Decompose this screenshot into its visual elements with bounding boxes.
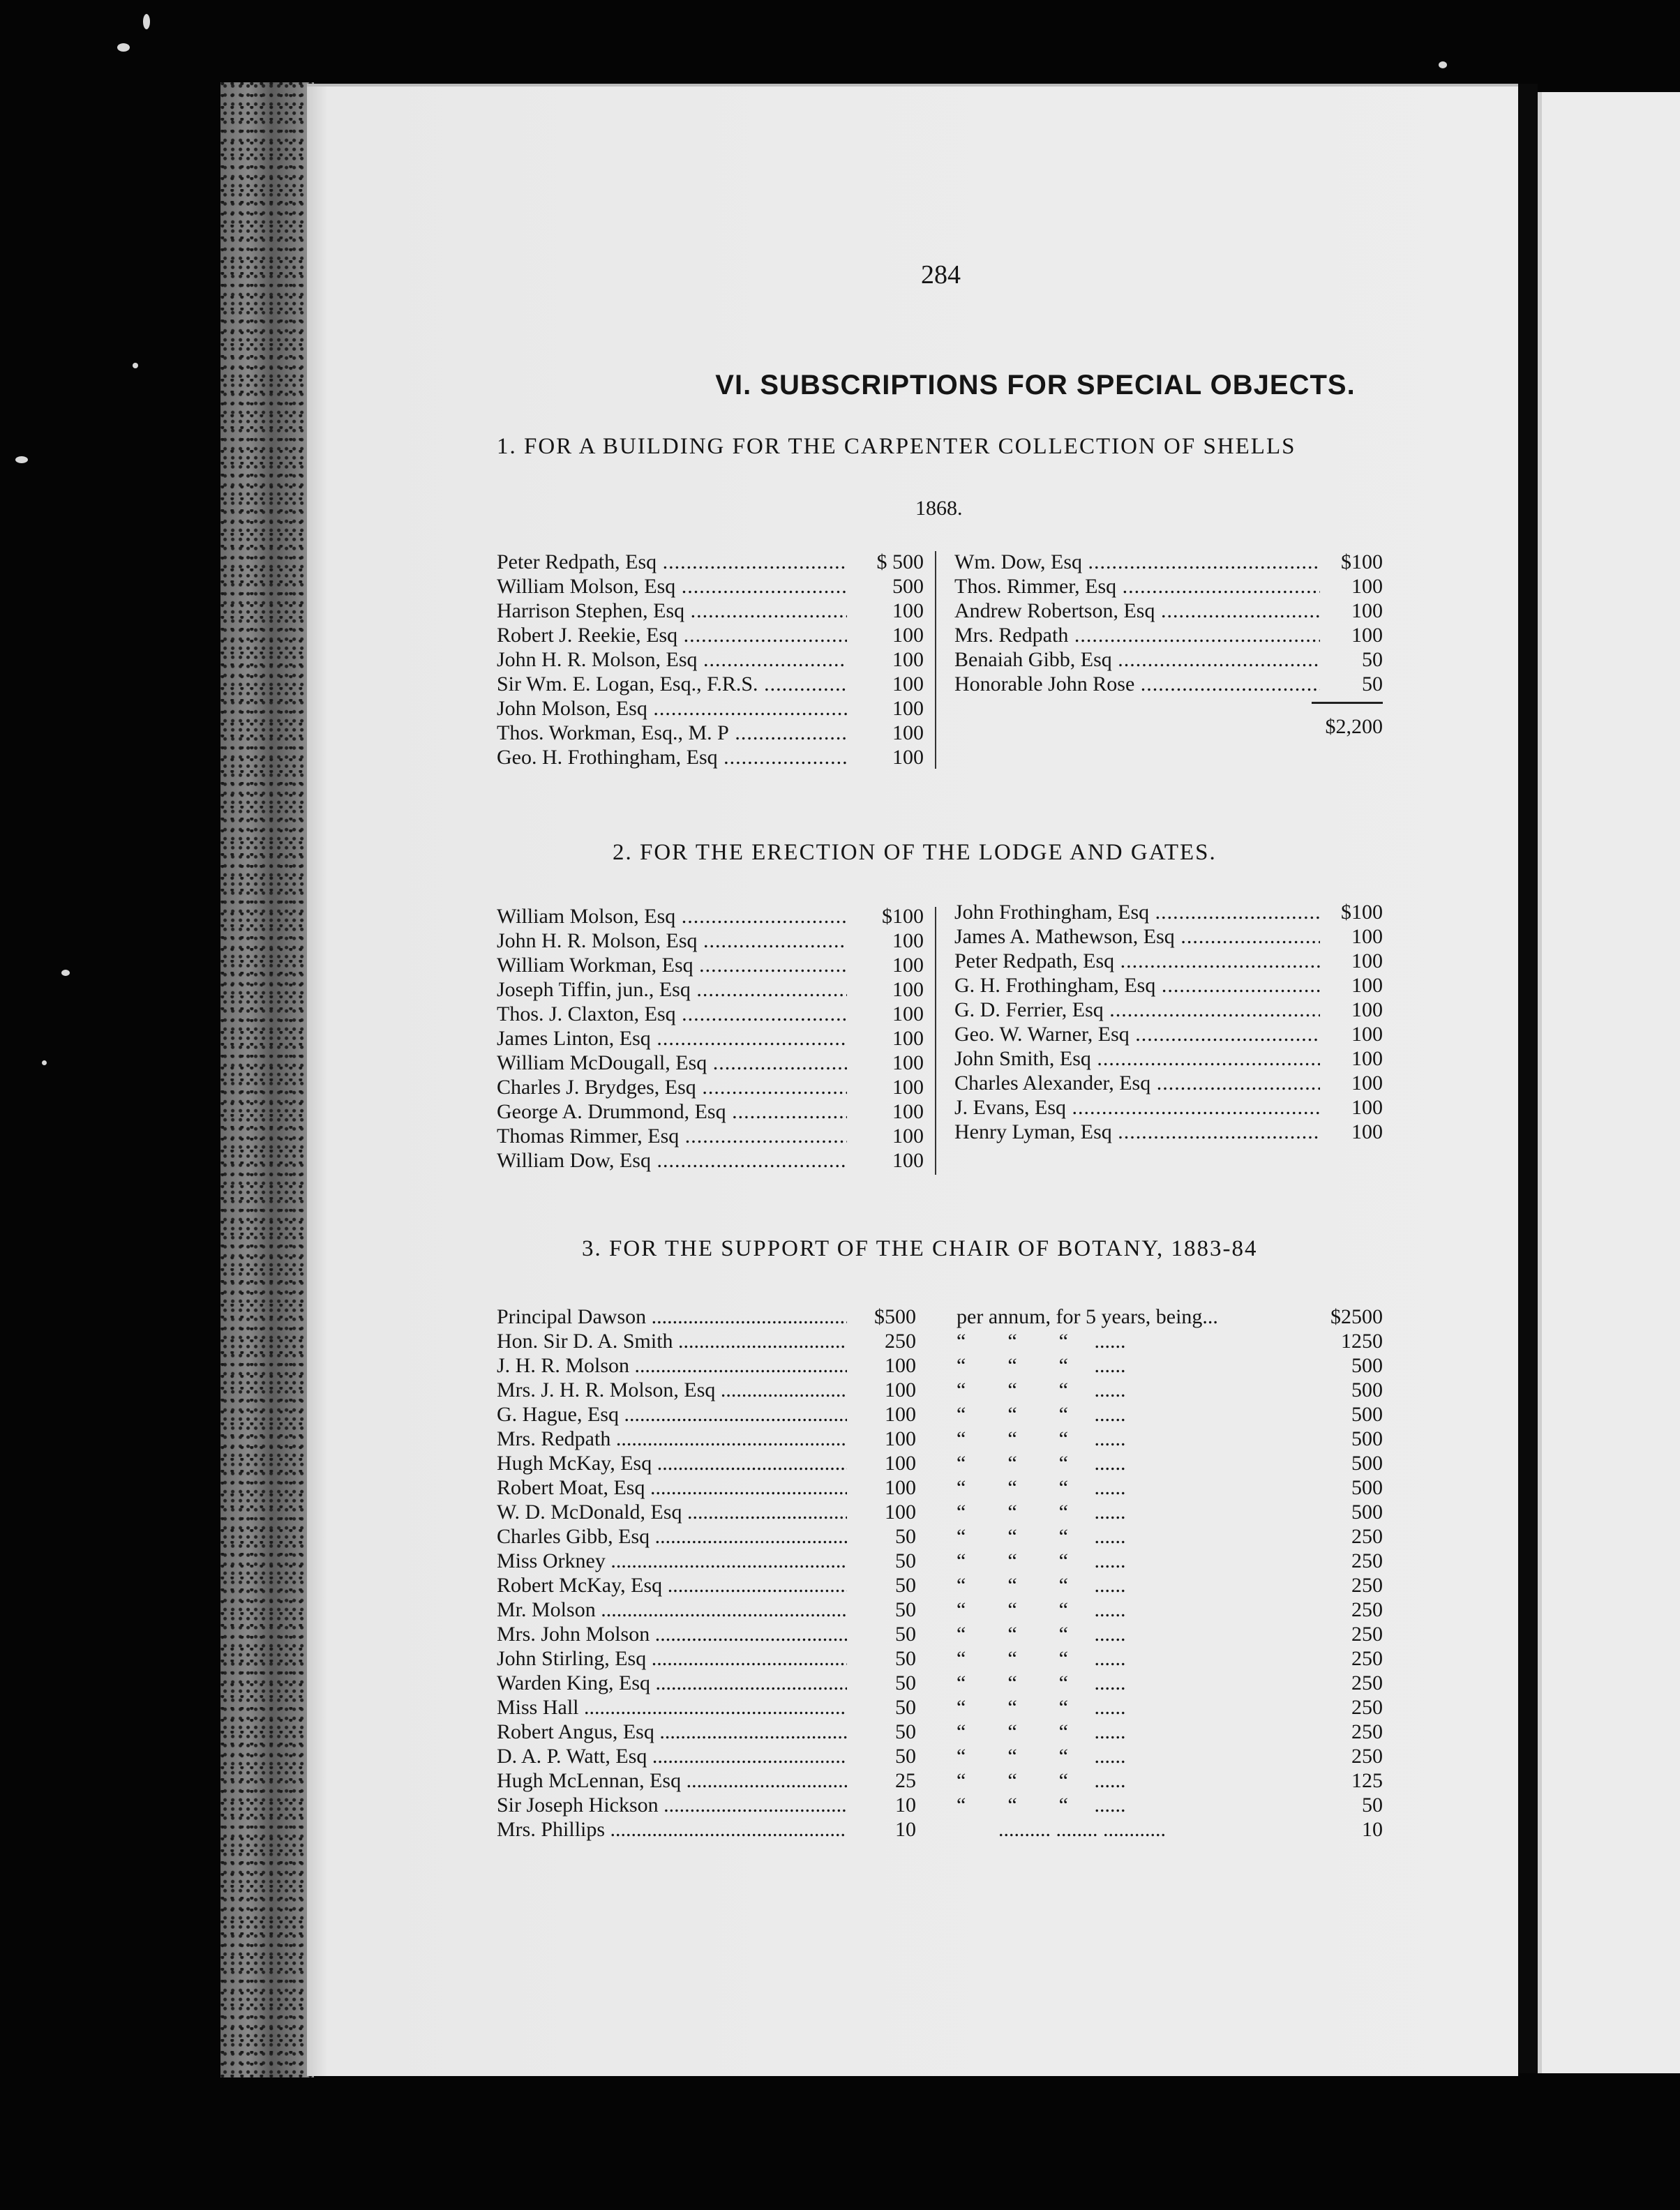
subscription-amount: 100: [1351, 1047, 1383, 1070]
section1-heading: 1. FOR A BUILDING FOR THE CARPENTER COLLECTION OF SHELLS: [497, 434, 1296, 459]
subscriber-name: Mrs. Redpath .....: [497, 1427, 847, 1451]
subscriber-name: G. Hague, Esq .....: [497, 1402, 847, 1427]
section3-table: [497, 1305, 1383, 1842]
subscriber-name: Benaiah Gibb, Esq .....: [954, 647, 1320, 672]
terms-note: “ “ “ ......: [957, 1745, 1126, 1768]
subscription-amount: 100: [892, 697, 924, 720]
total-amount: 250: [1351, 1574, 1383, 1597]
total-amount: 500: [1351, 1378, 1383, 1401]
table-row: [497, 1305, 1383, 1329]
subscription-amount: 100: [1351, 1023, 1383, 1046]
column-divider: [935, 907, 936, 1175]
total-amount: 500: [1351, 1403, 1383, 1426]
subscription-amount: 500: [892, 575, 924, 598]
subscriber-name: Honorable John Rose .....: [954, 672, 1320, 696]
subscriber-name: Mrs. John Molson .....: [497, 1622, 847, 1646]
subscription-amount: 100: [1351, 925, 1383, 948]
list-item: [497, 623, 924, 647]
dust-speck: [117, 43, 130, 52]
subscriber-name: J. H. R. Molson .....: [497, 1353, 847, 1378]
subscriber-name: Mrs. Redpath .....: [954, 623, 1320, 647]
dust-speck: [15, 456, 28, 463]
total-rule: [1312, 702, 1383, 704]
annual-amount: 50: [895, 1623, 917, 1646]
terms-note: “ “ “ ......: [957, 1330, 1126, 1353]
terms-note: “ “ “ ......: [957, 1403, 1126, 1426]
subscriber-name: John H. R. Molson, Esq .....: [497, 647, 847, 672]
annual-amount: 100: [885, 1427, 917, 1450]
subscriber-name: Thomas Rimmer, Esq .....: [497, 1124, 847, 1148]
list-item: [954, 1022, 1383, 1046]
list-item: [954, 949, 1383, 973]
subscription-amount: 100: [1351, 1120, 1383, 1143]
total-amount: 500: [1351, 1452, 1383, 1475]
list-item: [497, 1099, 924, 1124]
subscription-amount: 100: [892, 746, 924, 769]
table-row: [497, 1671, 1383, 1695]
table-row: [497, 1549, 1383, 1573]
subscriber-name: Mr. Molson .....: [497, 1598, 847, 1622]
table-row: [497, 1598, 1383, 1622]
subscriber-name: Geo. W. Warner, Esq .....: [954, 1022, 1320, 1046]
subscriber-name: Sir Joseph Hickson .....: [497, 1793, 847, 1817]
list-item: [497, 647, 924, 672]
annual-amount: 50: [895, 1696, 917, 1719]
subscriber-name: Charles Gibb, Esq .....: [497, 1524, 847, 1549]
subscriber-name: Henry Lyman, Esq .....: [954, 1120, 1320, 1144]
list-item: [497, 574, 924, 599]
list-item: [954, 599, 1383, 623]
annual-amount: 50: [895, 1525, 917, 1548]
table-row: [497, 1524, 1383, 1549]
dust-speck: [61, 970, 70, 976]
subscriber-name: Hugh McKay, Esq .....: [497, 1451, 847, 1475]
list-item: [497, 550, 924, 574]
annual-amount: 50: [895, 1745, 917, 1768]
subscriber-name: Thos. Rimmer, Esq .....: [954, 574, 1320, 599]
subscriber-name: J. Evans, Esq .....: [954, 1095, 1320, 1120]
annual-amount: 50: [895, 1647, 917, 1670]
subscriber-name: John Smith, Esq .....: [954, 1046, 1320, 1071]
table-row: [497, 1500, 1383, 1524]
list-item: [497, 929, 924, 953]
subscription-amount: 100: [892, 954, 924, 977]
section2-right-list: [954, 900, 1383, 1144]
table-row: [497, 1427, 1383, 1451]
subscriber-name: Wm. Dow, Esq .....: [954, 550, 1320, 574]
terms-note: “ “ “ ......: [957, 1574, 1126, 1597]
subscriber-name: John Stirling, Esq .....: [497, 1646, 847, 1671]
table-row: [497, 1768, 1383, 1793]
annual-amount: 50: [895, 1574, 917, 1597]
list-item: [497, 696, 924, 721]
subscription-amount: 50: [1362, 672, 1383, 696]
table-row: [497, 1402, 1383, 1427]
subscriber-name: Robert J. Reekie, Esq .....: [497, 623, 847, 647]
list-item: [954, 1120, 1383, 1144]
list-item: [497, 721, 924, 745]
subscriber-name: William Molson, Esq .....: [497, 574, 847, 599]
terms-note: “ “ “ ......: [957, 1549, 1126, 1572]
section2-heading: 2. FOR THE ERECTION OF THE LODGE AND GATES.: [613, 840, 1217, 865]
subscriber-name: Miss Orkney .....: [497, 1549, 847, 1573]
subscriber-name: George A. Drummond, Esq .....: [497, 1099, 847, 1124]
terms-note: “ “ “ ......: [957, 1794, 1126, 1817]
subscriber-name: D. A. P. Watt, Esq .....: [497, 1744, 847, 1768]
table-row: [497, 1451, 1383, 1475]
subscriber-name: John Frothingham, Esq .....: [954, 900, 1320, 924]
table-row: [497, 1744, 1383, 1768]
total-amount: 50: [1362, 1794, 1383, 1817]
table-row: [497, 1353, 1383, 1378]
subscriber-name: Thos. J. Claxton, Esq .....: [497, 1002, 847, 1026]
subscription-amount: 100: [892, 1051, 924, 1074]
subscription-amount: $100: [882, 905, 924, 928]
total-amount: 250: [1351, 1623, 1383, 1646]
annual-amount: 50: [895, 1549, 917, 1572]
annual-amount: 100: [885, 1403, 917, 1426]
subscriber-name: John Molson, Esq .....: [497, 696, 847, 721]
terms-note: “ “ “ ......: [957, 1501, 1126, 1524]
list-item: [954, 623, 1383, 647]
total-amount: 125: [1351, 1769, 1383, 1792]
dust-speck: [143, 14, 150, 29]
list-item: [497, 1124, 924, 1148]
subscriber-name: James A. Mathewson, Esq .....: [954, 924, 1320, 949]
section1-total: $2,200: [1325, 715, 1383, 738]
list-item: [497, 977, 924, 1002]
subscriber-name: Harrison Stephen, Esq .....: [497, 599, 847, 623]
total-amount: $2500: [1330, 1305, 1383, 1328]
terms-note: “ “ “ ......: [957, 1671, 1126, 1694]
terms-note: “ “ “ ......: [957, 1476, 1126, 1499]
total-amount: 250: [1351, 1598, 1383, 1621]
table-row: [497, 1378, 1383, 1402]
total-amount: 500: [1351, 1427, 1383, 1450]
section1-right-list: [954, 550, 1383, 696]
column-divider: [935, 551, 936, 769]
terms-note: “ “ “ ......: [957, 1696, 1126, 1719]
total-amount: 250: [1351, 1549, 1383, 1572]
subscription-amount: 100: [892, 721, 924, 744]
annual-amount: 10: [895, 1818, 917, 1841]
table-row: [497, 1329, 1383, 1353]
terms-note: “ “ “ ......: [957, 1647, 1126, 1670]
list-item: [954, 900, 1383, 924]
terms-note: .......... ........ ............: [957, 1818, 1167, 1841]
list-item: [954, 1095, 1383, 1120]
list-item: [497, 599, 924, 623]
list-item: [954, 1046, 1383, 1071]
subscription-amount: $100: [1341, 550, 1383, 573]
list-item: [954, 550, 1383, 574]
subscription-amount: 100: [892, 978, 924, 1001]
section3-heading: 3. FOR THE SUPPORT OF THE CHAIR OF BOTANY, 1883-84: [582, 1236, 1258, 1261]
subscriber-name: William Molson, Esq .....: [497, 904, 847, 929]
table-row: [497, 1695, 1383, 1720]
table-row: [497, 1817, 1383, 1842]
subscription-amount: 100: [1351, 974, 1383, 997]
subscriber-name: James Linton, Esq .....: [497, 1026, 847, 1051]
subscriber-name: Hon. Sir D. A. Smith .....: [497, 1329, 847, 1353]
terms-note: “ “ “ ......: [957, 1720, 1126, 1743]
subscriber-name: William Dow, Esq .....: [497, 1148, 847, 1173]
subscription-amount: 100: [892, 672, 924, 696]
total-amount: 250: [1351, 1720, 1383, 1743]
subscription-amount: $ 500: [876, 550, 924, 573]
annual-amount: 50: [895, 1598, 917, 1621]
list-item: [954, 973, 1383, 998]
subscription-amount: 100: [1351, 575, 1383, 598]
annual-amount: 100: [885, 1378, 917, 1401]
subscriber-name: Joseph Tiffin, jun., Esq .....: [497, 977, 847, 1002]
total-amount: 1250: [1341, 1330, 1383, 1353]
subscription-amount: 100: [892, 929, 924, 952]
subscription-amount: 100: [892, 1149, 924, 1172]
list-item: [954, 672, 1383, 696]
subscription-amount: 100: [892, 1076, 924, 1099]
terms-note: “ “ “ ......: [957, 1427, 1126, 1450]
list-item: [497, 745, 924, 769]
table-row: [497, 1793, 1383, 1817]
total-amount: 250: [1351, 1745, 1383, 1768]
subscription-amount: 100: [892, 648, 924, 671]
subscriber-name: Robert McKay, Esq .....: [497, 1573, 847, 1598]
subscription-amount: 100: [1351, 1096, 1383, 1119]
subscription-amount: 100: [1351, 624, 1383, 647]
table-row: [497, 1720, 1383, 1744]
list-item: [497, 1148, 924, 1173]
subscriber-name: Charles J. Brydges, Esq .....: [497, 1075, 847, 1099]
total-amount: 250: [1351, 1671, 1383, 1694]
table-row: [497, 1646, 1383, 1671]
subscriber-name: Hugh McLennan, Esq .....: [497, 1768, 847, 1793]
dust-speck: [1439, 61, 1447, 68]
subscriber-name: Peter Redpath, Esq .....: [497, 550, 847, 574]
terms-note: per annum, for 5 years, being...: [957, 1305, 1218, 1328]
list-item: [497, 1051, 924, 1075]
section1-left-list: [497, 550, 924, 769]
subscription-amount: 100: [892, 624, 924, 647]
subscriber-name: Sir Wm. E. Logan, Esq., F.R.S. .....: [497, 672, 847, 696]
annual-amount: 100: [885, 1501, 917, 1524]
subscriber-name: Warden King, Esq .....: [497, 1671, 847, 1695]
annual-amount: 250: [885, 1330, 917, 1353]
subscription-amount: 100: [1351, 599, 1383, 622]
subscriber-name: Andrew Robertson, Esq .....: [954, 599, 1320, 623]
subscriber-name: Mrs. J. H. R. Molson, Esq .....: [497, 1378, 847, 1402]
subscriber-name: Charles Alexander, Esq .....: [954, 1071, 1320, 1095]
annual-amount: 50: [895, 1720, 917, 1743]
subscriber-name: Robert Moat, Esq .....: [497, 1475, 847, 1500]
list-item: [497, 1002, 924, 1026]
subscription-amount: 100: [1351, 998, 1383, 1021]
terms-note: “ “ “ ......: [957, 1525, 1126, 1548]
total-amount: 250: [1351, 1647, 1383, 1670]
subscriber-name: Principal Dawson .....: [497, 1305, 847, 1329]
table-row: [497, 1475, 1383, 1500]
total-amount: 500: [1351, 1476, 1383, 1499]
list-item: [954, 574, 1383, 599]
total-amount: 10: [1362, 1818, 1383, 1841]
total-amount: 250: [1351, 1525, 1383, 1548]
annual-amount: 50: [895, 1671, 917, 1694]
subscriber-name: Miss Hall .....: [497, 1695, 847, 1720]
terms-note: “ “ “ ......: [957, 1452, 1126, 1475]
subscriber-name: G. H. Frothingham, Esq .....: [954, 973, 1320, 998]
terms-note: “ “ “ ......: [957, 1354, 1126, 1377]
total-amount: 250: [1351, 1696, 1383, 1719]
subscription-amount: 100: [892, 1027, 924, 1050]
subscription-amount: 100: [892, 1002, 924, 1025]
subscriber-name: Mrs. Phillips .....: [497, 1817, 847, 1842]
subscriber-name: Geo. H. Frothingham, Esq .....: [497, 745, 847, 769]
subscriber-name: Robert Angus, Esq .....: [497, 1720, 847, 1744]
list-item: [954, 924, 1383, 949]
annual-amount: 100: [885, 1354, 917, 1377]
list-item: [497, 953, 924, 977]
table-row: [497, 1622, 1383, 1646]
list-item: [497, 672, 924, 696]
terms-note: “ “ “ ......: [957, 1769, 1126, 1792]
subscription-amount: $100: [1341, 901, 1383, 924]
list-item: [497, 1026, 924, 1051]
annual-amount: 10: [895, 1794, 917, 1817]
dust-speck: [133, 363, 138, 368]
list-item: [954, 1071, 1383, 1095]
annual-amount: 25: [895, 1769, 917, 1792]
section2-left-list: [497, 904, 924, 1173]
subscription-amount: 100: [892, 1125, 924, 1148]
total-amount: 500: [1351, 1354, 1383, 1377]
page-title: VI. SUBSCRIPTIONS FOR SPECIAL OBJECTS.: [715, 370, 1356, 400]
total-amount: 500: [1351, 1501, 1383, 1524]
section1-year: 1868.: [915, 497, 963, 520]
annual-amount: 100: [885, 1452, 917, 1475]
terms-note: “ “ “ ......: [957, 1598, 1126, 1621]
terms-note: “ “ “ ......: [957, 1623, 1126, 1646]
table-row: [497, 1573, 1383, 1598]
subscriber-name: G. D. Ferrier, Esq .....: [954, 998, 1320, 1022]
subscriber-name: Thos. Workman, Esq., M. P .....: [497, 721, 847, 745]
dust-speck: [42, 1060, 47, 1065]
page-number: 284: [921, 260, 961, 290]
annual-amount: 100: [885, 1476, 917, 1499]
subscription-amount: 100: [892, 599, 924, 622]
subscriber-name: W. D. McDonald, Esq .....: [497, 1500, 847, 1524]
list-item: [497, 1075, 924, 1099]
annual-amount: $500: [874, 1305, 917, 1328]
list-item: [497, 904, 924, 929]
list-item: [954, 998, 1383, 1022]
subscription-amount: 100: [892, 1100, 924, 1123]
subscription-amount: 100: [1351, 949, 1383, 972]
subscriber-name: John H. R. Molson, Esq .....: [497, 929, 847, 953]
subscriber-name: William Workman, Esq .....: [497, 953, 847, 977]
subscription-amount: 100: [1351, 1072, 1383, 1095]
subscription-amount: 50: [1362, 648, 1383, 671]
subscriber-name: Peter Redpath, Esq .....: [954, 949, 1320, 973]
list-item: [954, 647, 1383, 672]
subscriber-name: William McDougall, Esq .....: [497, 1051, 847, 1075]
terms-note: “ “ “ ......: [957, 1378, 1126, 1401]
